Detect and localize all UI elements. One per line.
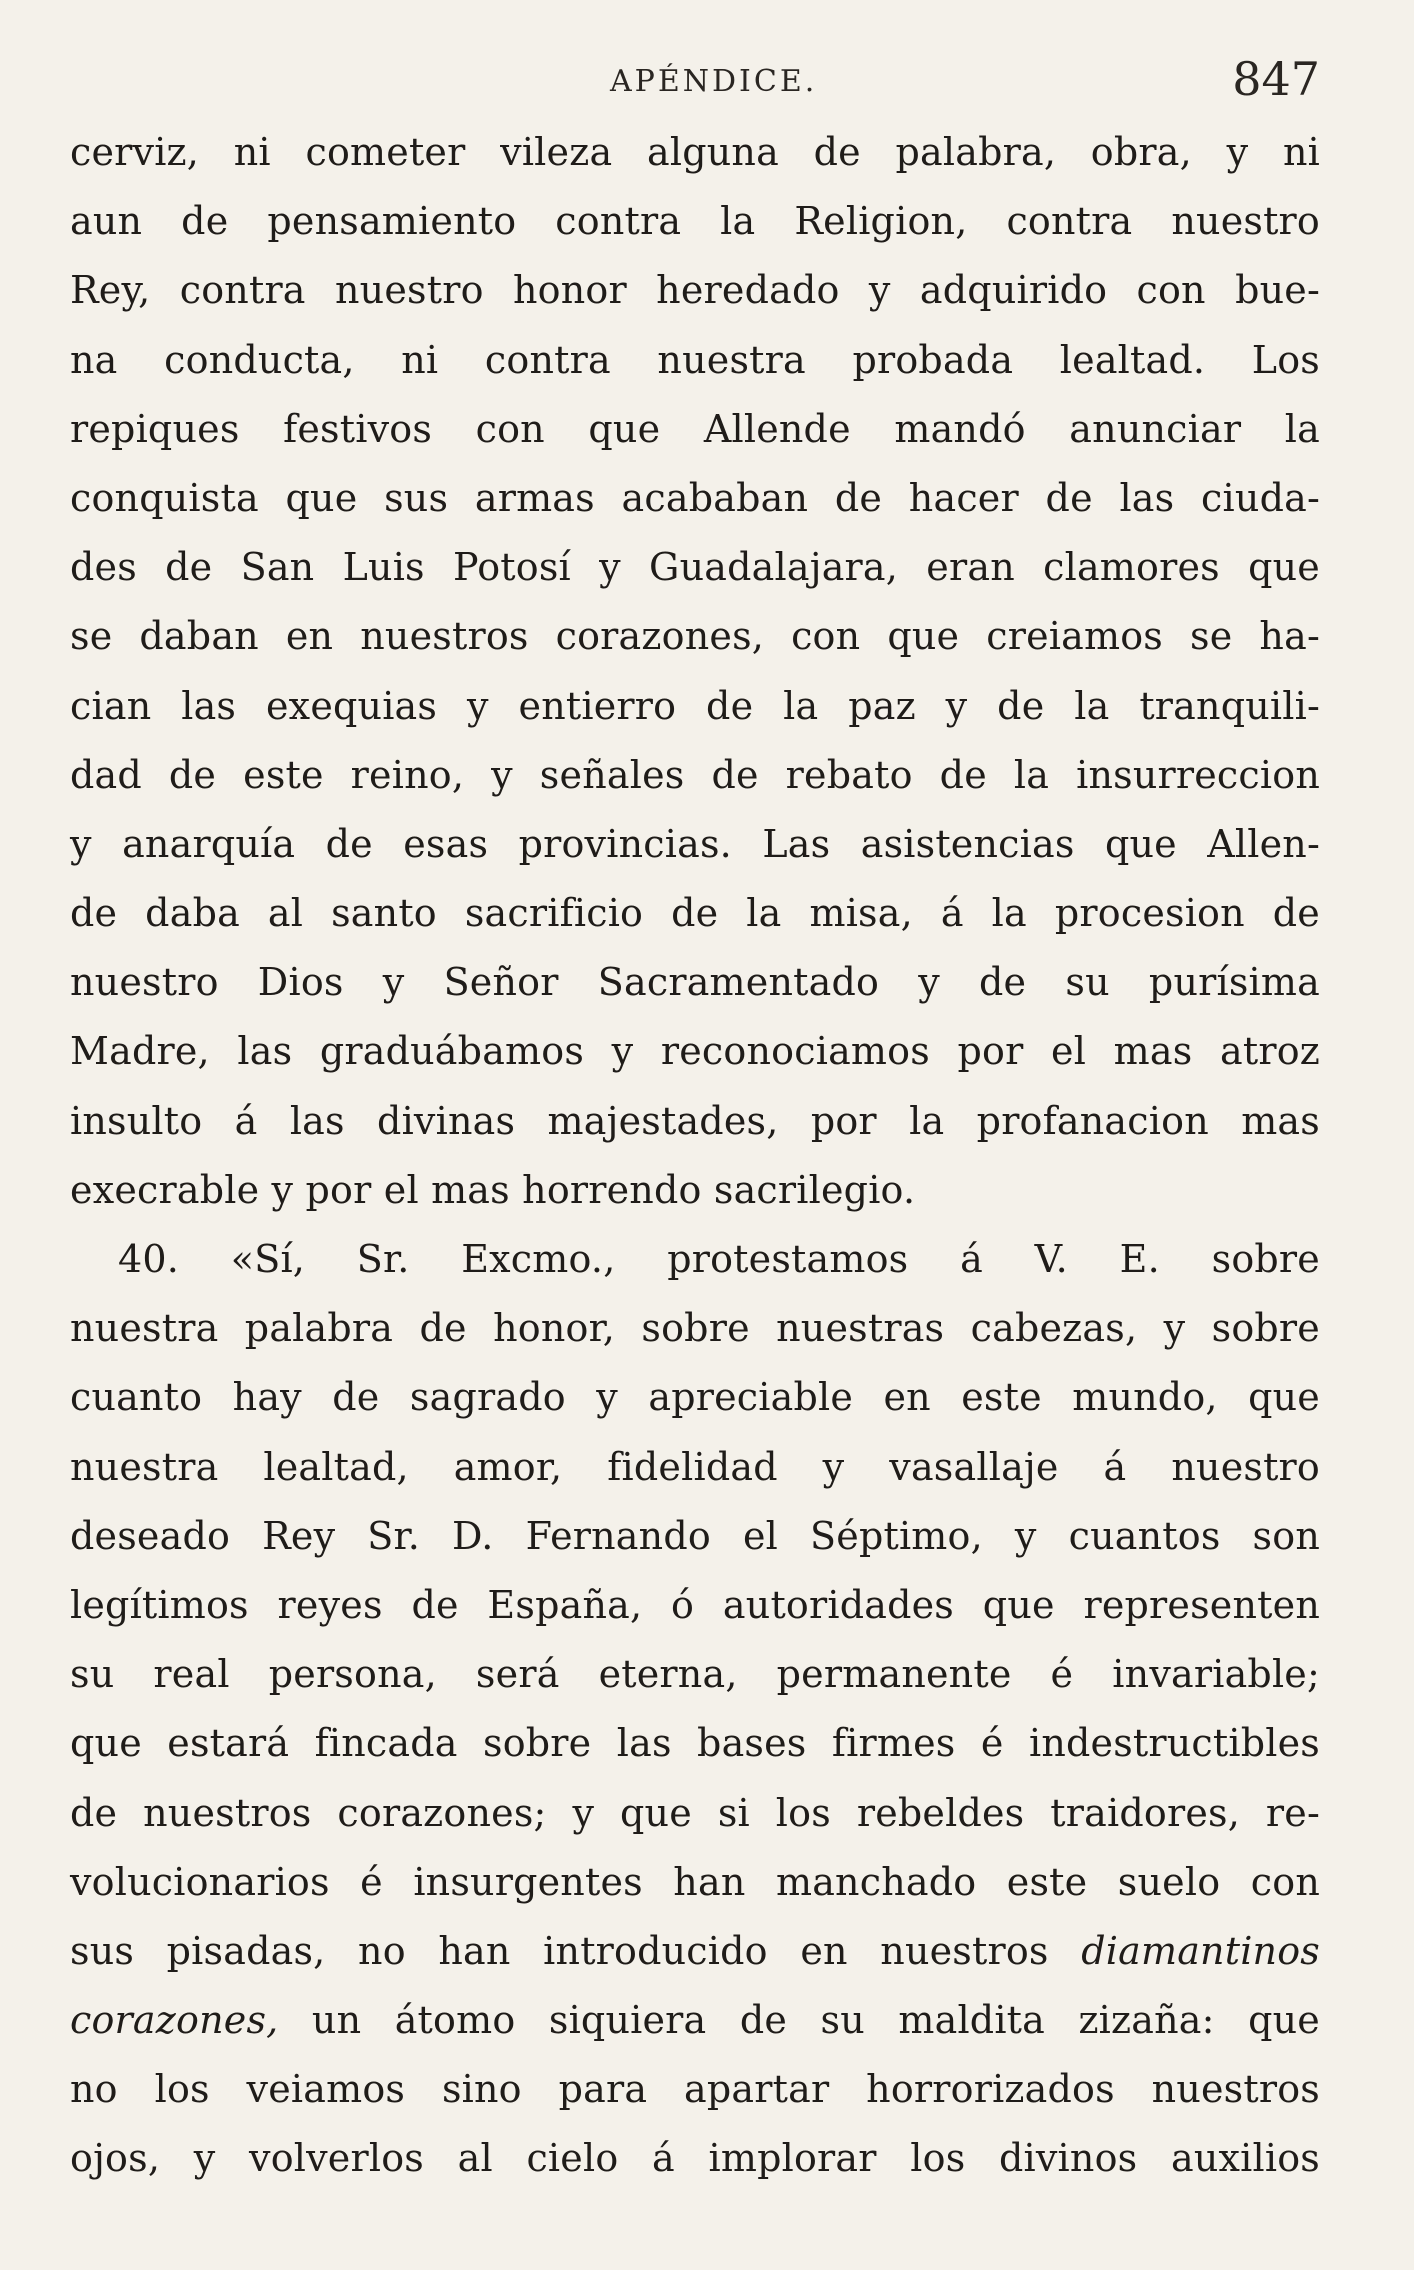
- text-line: dad de este reino, y señales de rebato de la insurreccion: [70, 752, 1320, 797]
- text-line: nuestro Dios y Señor Sacramentado y de su purísima: [70, 960, 1320, 1005]
- text-line: nuestra lealtad, amor, fidelidad y vasallaje á nuestro: [70, 1444, 1320, 1489]
- paragraph-40-start: 40. «Sí, Sr. Excmo., protestamos á V. E. sobre: [118, 1237, 1320, 1281]
- text-line: de nuestros corazones; y que si los rebeldes traidores, re-: [70, 1790, 1320, 1835]
- text-line: des de San Luis Potosí y Guadalajara, eran clamores que: [70, 545, 1320, 590]
- text-fragment: sus pisadas, no han introducido en nuestros: [70, 1928, 1049, 1973]
- text-line: aun de pensamiento contra la Religion, contra nuestro: [70, 199, 1320, 244]
- text-line-with-italic: [70, 1917, 1320, 1986]
- text-line: legítimos reyes de España, ó autoridades que representen: [70, 1582, 1320, 1627]
- page-header: [70, 52, 1320, 122]
- text-line: ojos, y volverlos al cielo á implorar los divinos auxilios: [70, 2136, 1320, 2181]
- running-title: APÉNDICE.: [610, 64, 818, 99]
- page-number: 847: [1232, 52, 1320, 106]
- text-line: Madre, las graduábamos y reconociamos por el mas atroz: [70, 1029, 1320, 1074]
- text-line: no los veiamos sino para apartar horrorizados nuestros: [70, 2067, 1320, 2112]
- body-text: [70, 118, 1320, 2194]
- paragraph-end-line: execrable y por el mas horrendo sacrilegio.: [70, 1167, 916, 1212]
- text-line: na conducta, ni contra nuestra probada lealtad. Los: [70, 337, 1320, 382]
- text-line: deseado Rey Sr. D. Fernando el Séptimo, y cuantos son: [70, 1513, 1320, 1558]
- text-line: de daba al santo sacrificio de la misa, á la procesion de: [70, 891, 1320, 936]
- italic-word: corazones,: [70, 1998, 279, 2043]
- italic-word: diamantinos: [1081, 1928, 1321, 1973]
- text-line: se daban en nuestros corazones, con que creiamos se ha-: [70, 614, 1320, 659]
- text-line: y anarquía de esas provincias. Las asistencias que Allen-: [70, 821, 1320, 866]
- text-fragment: un átomo siquiera de su maldita zizaña: que: [311, 1998, 1320, 2043]
- text-line: cuanto hay de sagrado y apreciable en este mundo, que: [70, 1375, 1320, 1420]
- text-line: Rey, contra nuestro honor heredado y adquirido con bue-: [70, 268, 1320, 313]
- text-line: cian las exequias y entierro de la paz y de la tranquili-: [70, 683, 1320, 728]
- text-line: repiques festivos con que Allende mandó anunciar la: [70, 406, 1320, 451]
- text-line: cerviz, ni cometer vileza alguna de palabra, obra, y ni: [70, 130, 1320, 174]
- text-line: su real persona, será eterna, permanente é invariable;: [70, 1652, 1320, 1697]
- text-line-with-italic: [70, 1986, 1320, 2055]
- text-line: conquista que sus armas acababan de hacer de las ciuda-: [70, 475, 1320, 520]
- text-line: insulto á las divinas majestades, por la profanacion mas: [70, 1098, 1320, 1143]
- text-line: nuestra palabra de honor, sobre nuestras cabezas, y sobre: [70, 1306, 1320, 1351]
- text-line: que estará fincada sobre las bases firmes é indestructibles: [70, 1721, 1320, 1766]
- text-line: volucionarios é insurgentes han manchado este suelo con: [70, 1859, 1320, 1904]
